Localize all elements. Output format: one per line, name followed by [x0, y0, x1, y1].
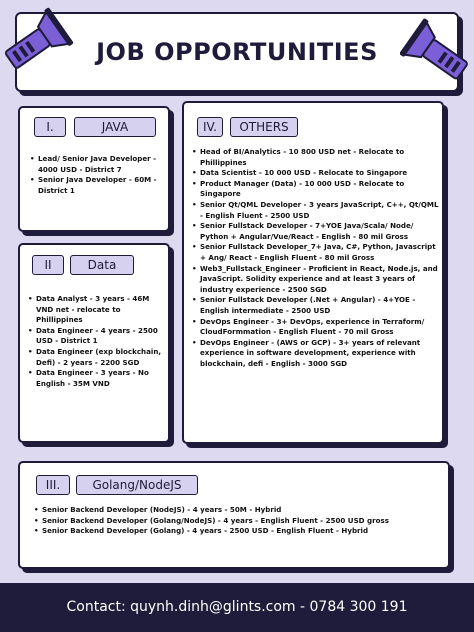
list-item: • Senior Backend Developer (Golang/NodeJS) - 4 years - English Fluent - 2500 USD gross [34, 516, 444, 527]
title-card [15, 12, 459, 92]
job-list [28, 294, 166, 389]
list-item: • Senior Backend Developer (NodeJS) - 4 years - 50M - Hybrid [34, 505, 444, 516]
list-item: • Senior Fullstack Developer_7+ Java, C#, Python, Javascript + Ang/ React - English Fluent - 80 mil Gross [192, 242, 440, 263]
data-section [18, 243, 170, 443]
list-item: • Product Manager (Data) - 10 000 USD - Relocate to Singapore [192, 179, 440, 200]
golang-section [18, 461, 450, 569]
list-item: • DevOps Engineer - (AWS or GCP) - 3+ years of relevant experience in software development, experience with blockchain, defi - English - 3000 SGD [192, 338, 440, 370]
list-item: • Senior Fullstack Developer - 7+YOE Java/Scala/ Node/ Python + Angular/Vue/React - English - 80 mil Gross [192, 221, 440, 242]
section-number: II [32, 255, 64, 275]
page-title: JOB OPPORTUNITIES [96, 38, 378, 66]
footer-bar [0, 583, 474, 632]
section-number: I. [34, 117, 66, 137]
section-number: IV. [197, 117, 223, 137]
flashlight-icon [0, 0, 80, 80]
section-number: III. [36, 475, 70, 495]
list-item: • Senior Fullstack Developer (.Net + Angular) - 4+YOE - English intermediate - 2500 USD [192, 295, 440, 316]
others-section [182, 101, 444, 444]
list-item: • Senior Backend Developer (Golang) - 4 years - 2500 USD - English Fluent - Hybrid [34, 526, 444, 537]
section-title: OTHERS [230, 117, 298, 137]
contact-info: Contact: quynh.dinh@glints.com - 0784 300 191 [66, 599, 408, 615]
list-item: • Data Engineer - 4 years - 2500 USD - District 1 [28, 326, 166, 347]
java-section [18, 106, 170, 232]
list-item: • Lead/ Senior Java Developer - 4000 USD - District 7 [30, 154, 164, 175]
list-item: • Senior Qt/QML Developer - 3 years JavaScript, C++, Qt/QML - English Fluent - 2500 USD [192, 200, 440, 221]
job-list [34, 505, 444, 537]
flashlight-icon [400, 5, 474, 95]
list-item: • Head of BI/Analytics - 10 800 USD net - Relocate to Phillippines [192, 147, 440, 168]
list-item: • Web3_Fullstack_Engineer - Proficient in React, Node.js, and JavaScript. Solidity experience and at least 3 years of industry experience - 2500 SGD [192, 264, 440, 296]
section-title: Golang/NodeJS [76, 475, 198, 495]
list-item: • Data Engineer (exp blockchain, Defi) - 2 years - 2200 SGD [28, 347, 166, 368]
job-list [30, 154, 164, 196]
list-item: • Data Engineer - 3 years - No English - 35M VND [28, 368, 166, 389]
list-item: • Senior Java Developer - 60M - District 1 [30, 175, 164, 196]
job-list [192, 147, 440, 369]
section-title: Data [70, 255, 134, 275]
list-item: • Data Analyst - 3 years - 46M VND net - relocate to Phillippines [28, 294, 166, 326]
list-item: • Data Scientist - 10 000 USD - Relocate to Singapore [192, 168, 440, 179]
section-title: JAVA [74, 117, 156, 137]
list-item: • DevOps Engineer - 3+ DevOps, experience in Terraform/ CloudFormmation - English Fluent - 70 mil Gross [192, 317, 440, 338]
